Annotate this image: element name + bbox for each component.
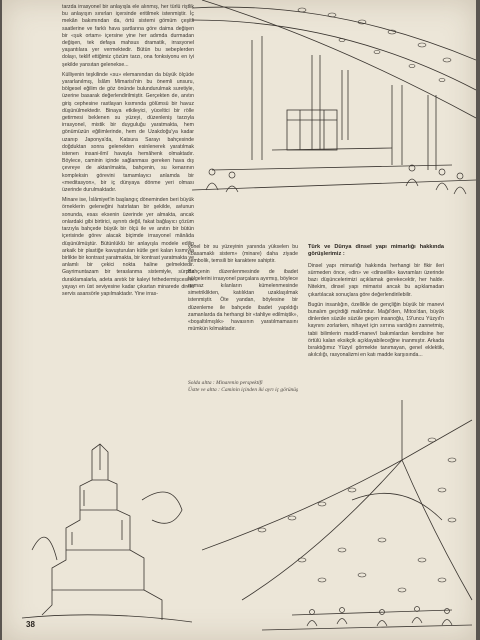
article-column-3 bbox=[308, 244, 444, 362]
paragraph: tarzda irrasyonel bir anlayışla ele alınmış, her türlü riştlik bu anlayışın sınırları içersinde eritilmek istenmiştir. İç mekân bakımından da, örtü sistemi gömüm çeşitli saatlerine ve farklı hava şartlarına göre daima değişen bir «şuk ortam» içersine yine her adımda durmadan değişen, tek defaya mahsus dramatik, irrasyonel yaşantılara yer vermektedir. Bütün bu sebeplerden dolayı, teklif ettiğimiz çözüm tarzı, ona fonksiyonu en iyi şekilde yansıtan gelenekse... bbox=[62, 4, 194, 68]
interior-perspective-sketch-bottom bbox=[202, 400, 476, 640]
article-column-2 bbox=[188, 244, 298, 336]
paragraph: Minare ise, İslâmiyet'in başlangıç döneminden beri büyük örneklerin geleneğini hatırlatan bir şekilde, avlunun sonunda, esas eksenin üzerinde yer almakta, ancak onlardaki gibi birtirici, ayrıntı değil, fakat bağlayıcı çözüm tarzıyla bahçede büyük bir ölçü ile ve anıtın bir bütün içerisinde görev alacak biçimde irrasyonel mânâda düşünülmüştür. Bütünlüklü bir anlayışla modele edilip arkaik bir plastiğe kavuşturulan kütle geri kalan kısmıyla birlikte bir kontrast yaratmakta, bir kontrast yaratmakta ve anlamlı bir çekici nokta haline gelmektedir. Gayrimuntazam bir teraslanma sistemiyle, sürpriz duraklamalarla, adeta anıtık bir kaleyi fethedermişcesine yayayı en üst seviyesine kadar çıkartan minarede direkt servis asansörle yapılmaktadır. Yine irras- bbox=[62, 197, 194, 297]
paragraph: Bahçenin düzenlenmesinde de ibadet bölgelerini irrasyonel parçalara ayırmış, böylece namaz kılanların kümelenmesinde simetriklikten, katılıktan uzaklaşılmak istenmiştir. Öte yandan, böylesine bir düzenleme ile bahçede ibadet yapıldığı zamanlarda da herhangi bir «tahliye edilmiştik», «boşaltılmışlık» havasının yaratılmamasını mümkün kılmaktadır. bbox=[188, 268, 298, 333]
section-heading: Türk ve Dünya dinsel yapı mimarlığı hakkında görüşlerimiz : bbox=[308, 244, 444, 258]
paragraph: Bugün insanlığın, özellikle de gençliğin büyük bir manevi bunalım geçirdiği malûmdur. Mağıl'den, Mitos'dan, büyük dinlerden süzüle süzüle geçen insanoğlu, 19'uncu Yüzyıl'n kaynını zorlarken, nihayet için sırrına vardığını zannetmiş, tabii bilimlerin maddî-manevî bakımlardan kendisine her örtülü kalan eksikçik açıklayabileceğine inanmıştır. Arkada bıraktığımız Yüzyıl görmekte tanımayan, genel eklektik, akılcılığı, rasyonalizmi en katı madde karşısında... bbox=[308, 301, 444, 359]
magazine-page bbox=[2, 0, 476, 640]
figure-caption: Solda altta : Minarenin perspektifi Üstte ve altta : Caminin içinden iki ayrı iç görünüş bbox=[188, 380, 299, 394]
paragraph: yonel bir su yüzeyinin yanında yükselen bu «basamaklı sistem» (minare) daha ziyade sembolik, temsili bir karaktere sahiptir. bbox=[188, 244, 298, 265]
paragraph: Dinsel yapı mimarlığı hakkında herhangi bir fikir ileri sürmeden önce, «din» ve «dinsellik» kavramları üzerinde bazı düşüncelerimizi açıklamak gerekecektir, her halde. Nitekim, dinsel yapı mimarisi ancak bu açıklamadan çıkartılacak sonuçlara göre değerlendirilebilir. bbox=[308, 262, 444, 298]
page-number: 38 bbox=[26, 620, 35, 629]
article-column-1 bbox=[62, 4, 194, 301]
paragraph: Külliyenin teşkilinde «su» elemanından da büyük ölçüde yararlanılmış, İslâm Mimarisi'nin bu önemli unsuru, bölgesel eğilim de göz önünde bulundurulmak suretiyle, üzerine basarak değerlendirilmiştir. Gerçekten de, anıtın giriş cephesine rastlayan kısmında gölümsü bir havuz düşünülmektedir. Binaya etkileyici, yüceltici bir rölle getirmesi beklenen su yüzeyi, düzenleniş tarzıyla irrasyonel, mistik bir duyguluğu yaratmakta, hem gönümüzün eğilimlerinde, hem de Uzakdoğu'ya kadar uzanıp Japonya'da, Katsura Sarayı bahçesinde doğduktan sonra gelenekten esinlenerek yaratılmak istenen insani-ilmî havayla hemâhenk olmaktadır. Böylece, caminin içinde sağlanması gereken hava dış çevreye de aktarılmakta, bahçenin, su kenarının kompleksin görevini tamamlayıcı anlamda bir «meditasyon», bir iç dünyaya dönme yeri olması üzerinde durulmaktadır. bbox=[62, 71, 194, 194]
interior-perspective-sketch-top bbox=[192, 0, 476, 232]
minaret-perspective-sketch bbox=[22, 440, 192, 625]
